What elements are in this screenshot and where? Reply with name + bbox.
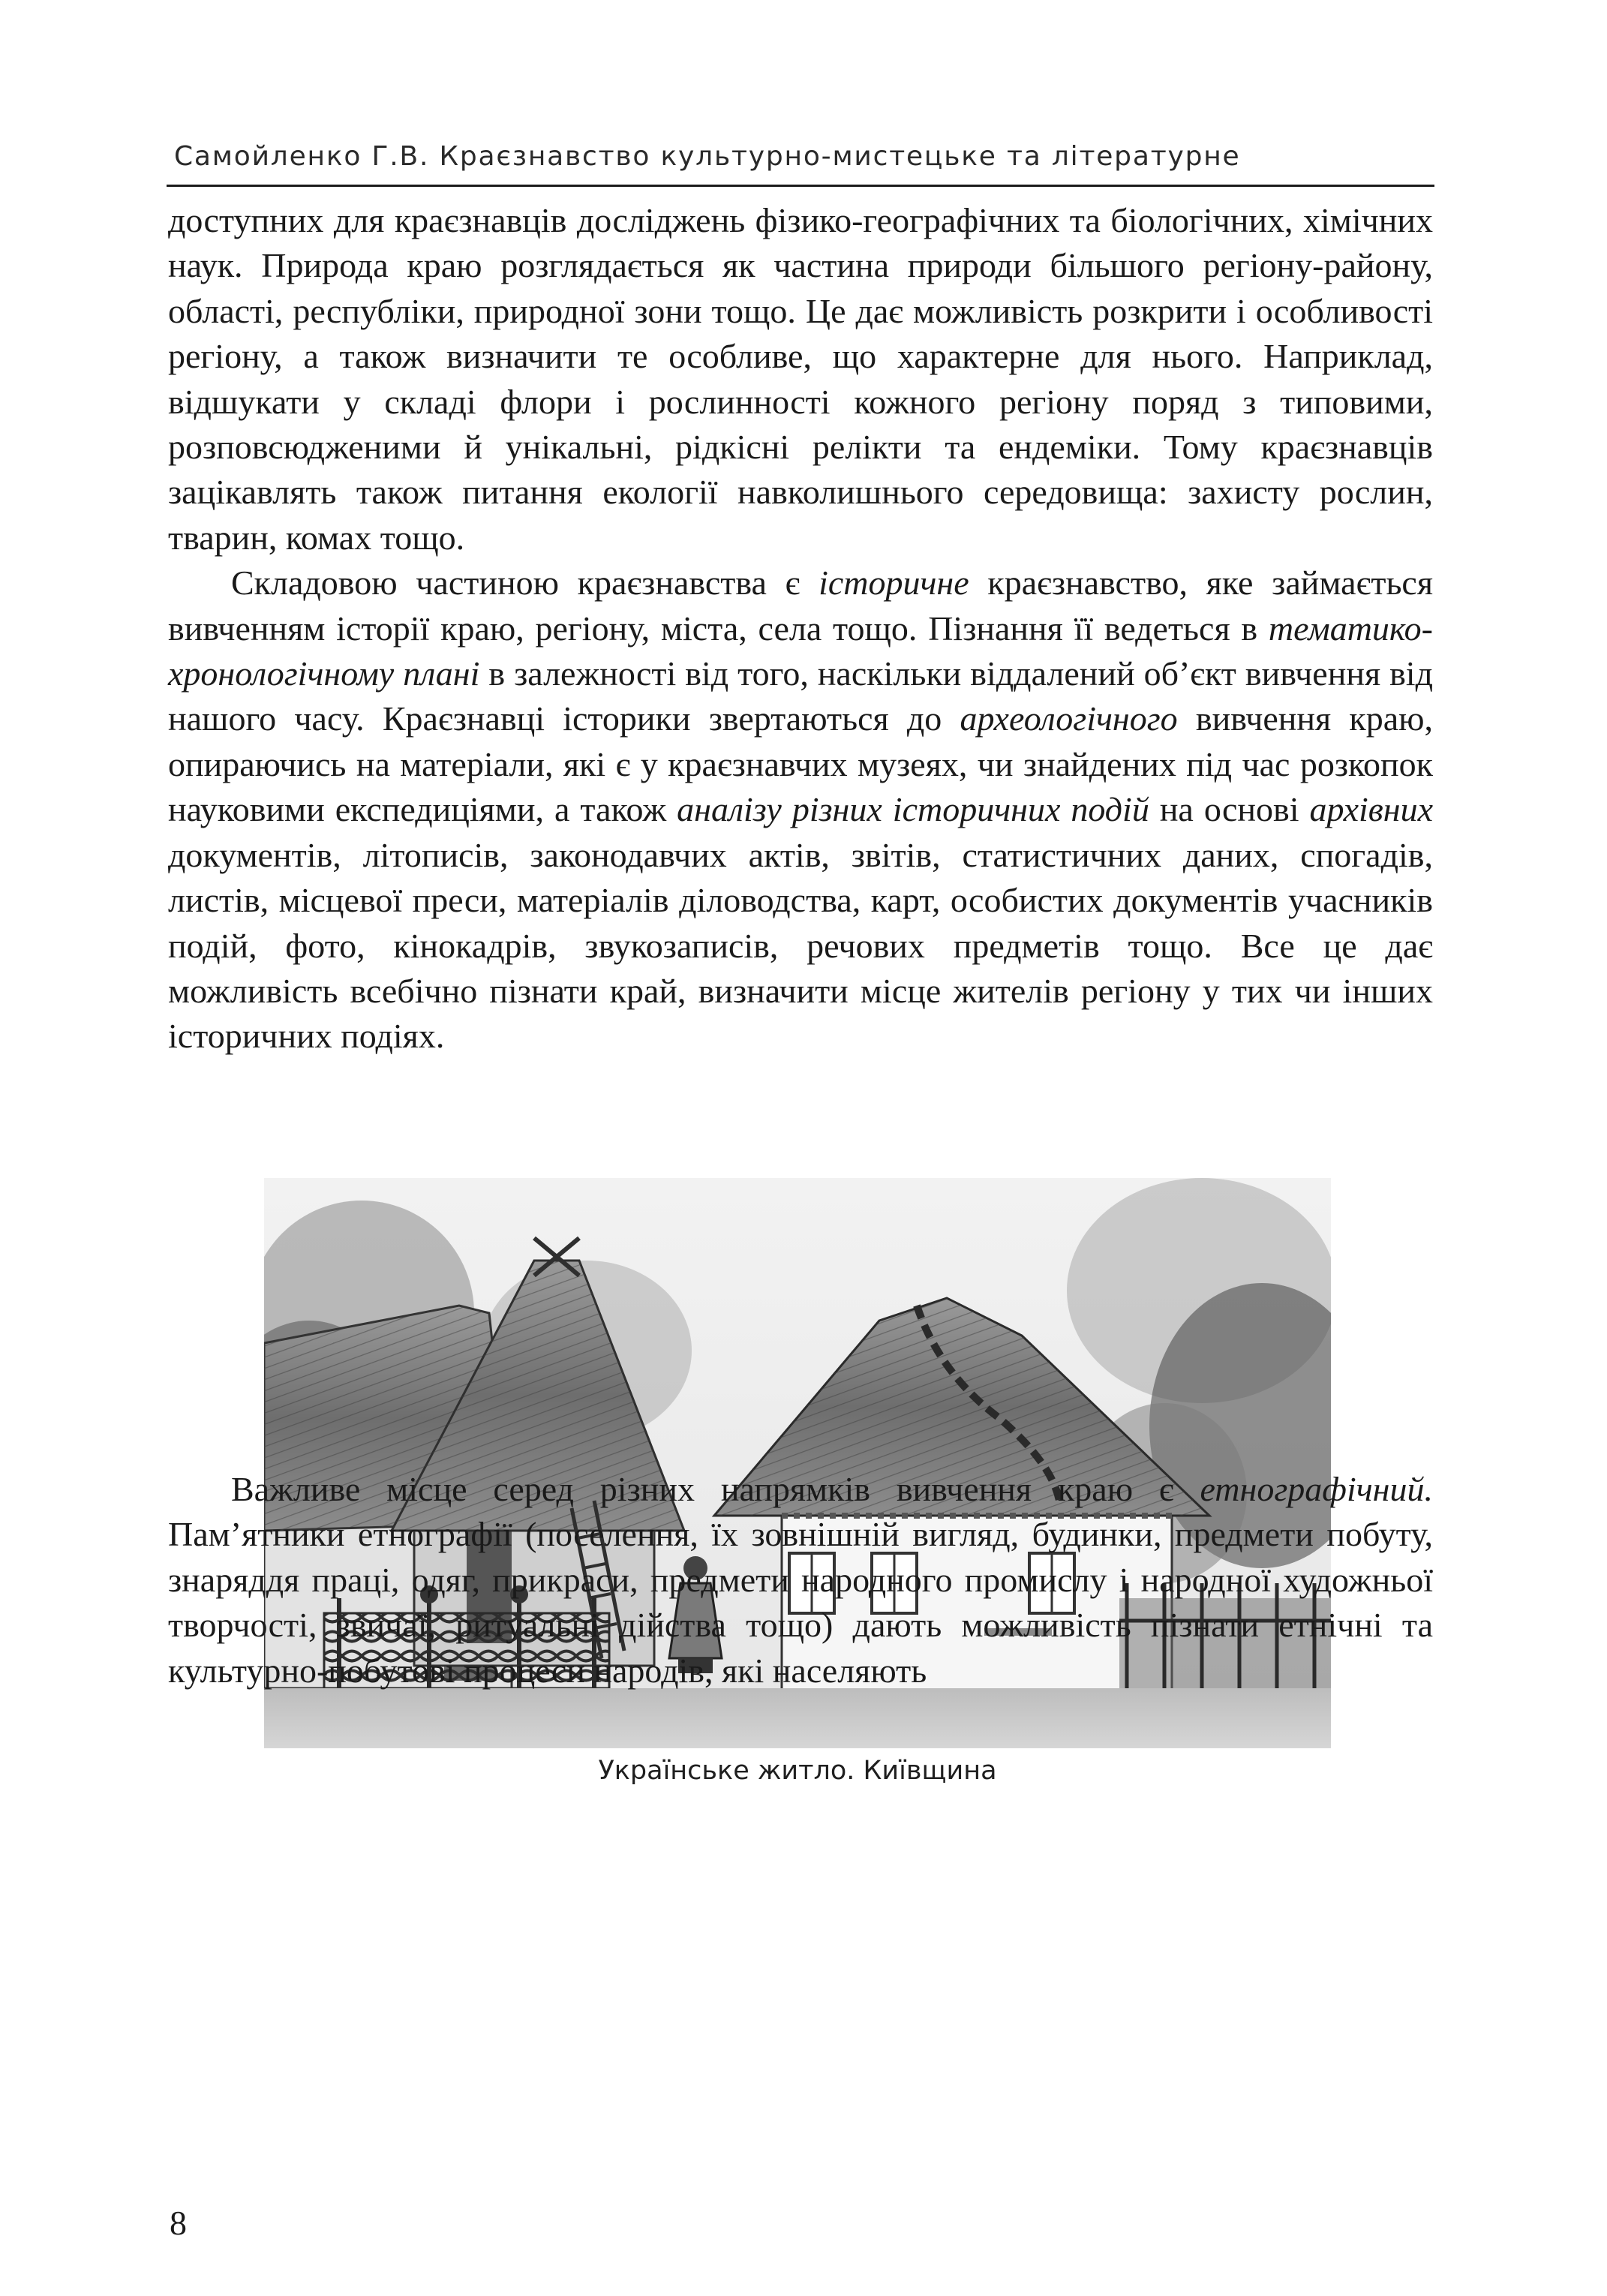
running-header: Самойленко Г.В. Краєзнавство культурно-мистецьке та літературне (174, 141, 1241, 172)
italic-term: етнографічний. (1200, 1470, 1433, 1508)
text-run: Пам’ятники етнографії (поселення, їх зовнішній вигляд, будинки, предмети побуту, знаряддя праці, одяг, прикраси, предмети народного промислу і народної художньої творчості, звичаї, ритуальні дійства тощо) дають можливість пізнати етнічні та культурно-побутові процеси народів, які населяють (168, 1515, 1433, 1690)
text-run: доступних для краєзнавців досліджень фізико-географічних та біологічних, хімічних наук. Природа краю розглядається як частина природи більшого регіону-району, області, республіки, природної зони тощо. Це дає можливість розкрити і особливості регіону, а також визначити те особливе, що характерне для нього. Наприклад, відшукати у складі флори і рослинності кожного регіону поряд з типовими, розповсюдженими й унікальні, рідкісні релікти та ендеміки. Тому краєзнавців зацікавлять також питання екології навколишнього середовища: захисту рослин, тварин, комах тощо. (168, 201, 1433, 557)
text-run: вивчення краю, опираючись на матеріали, які є у краєзнавчих музеях, чи знайдених під час розкопок науковими експедиціями, а також (168, 699, 1433, 829)
paragraph-historical (168, 560, 1433, 1059)
italic-term: історичне (819, 563, 969, 603)
italic-term: архівних (1309, 790, 1433, 829)
text-block-top (168, 198, 1433, 1059)
paragraph-nature (168, 198, 1433, 560)
text-run: на основі (1149, 790, 1310, 829)
text-run: в залежності від того, наскільки віддалений об’єкт вивчення від нашого часу. Краєзнавці історики звертаються до (168, 654, 1433, 738)
paragraph-ethnographic (168, 1467, 1433, 1693)
figure-caption: Українське житло. Київщина (598, 1756, 997, 1786)
text-run: краєзнавство, яке займається вивченням історії краю, регіону, міста, села тощо. Пізнання її ведеться в (168, 563, 1433, 648)
page-number: 8 (170, 2204, 187, 2242)
text-run: Складовою частиною краєзнавства є (231, 563, 819, 603)
italic-term: археологічного (960, 699, 1178, 738)
text-block-bottom (168, 1467, 1433, 1693)
header-rule (167, 185, 1434, 187)
text-run: Важливе місце серед різних напрямків вивчення краю є (231, 1470, 1200, 1508)
italic-term: аналізу різних історичних подій (677, 790, 1149, 829)
italic-term: тематико-хронологічному плані (168, 609, 1433, 693)
text-run: документів, літописів, законодавчих актів, звітів, статистичних даних, спогадів, листів, місцевої преси, матеріалів діловодства, карт, особистих документів учасників подій, фото, кінокадрів, звукозаписів, речових предметів тощо. Все це дає можливість всебічно пізнати край, визначити місце жителів регіону у тих чи інших історичних подіях. (168, 835, 1433, 1056)
